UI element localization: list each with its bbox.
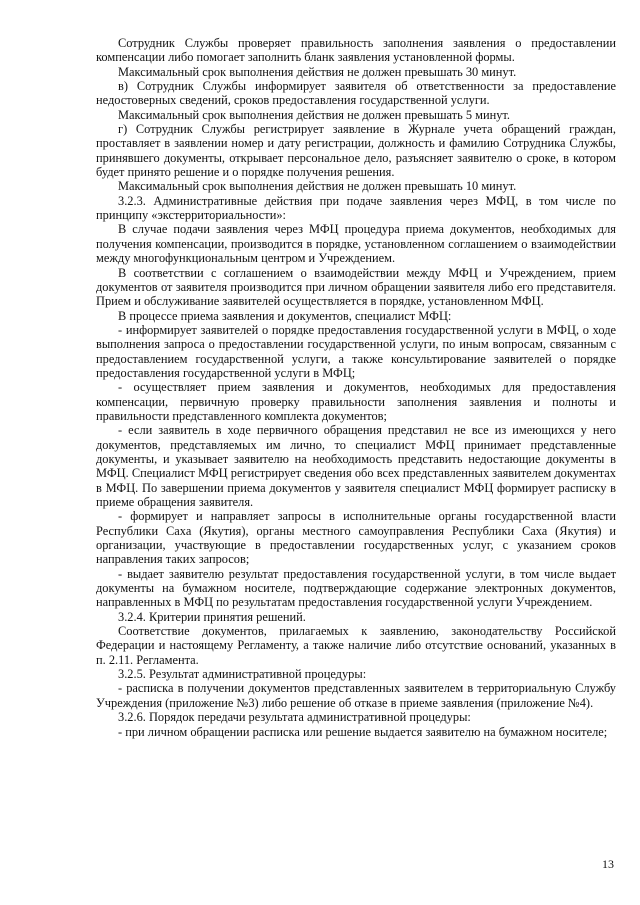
paragraph-7: 3.2.3. Административные действия при подаче заявления через МФЦ, в том числе по принципу «экстерриториальности»: [96, 193, 616, 223]
paragraph-13: - если заявитель в ходе первичного обращения представил не все из имеющихся у него документов, представляемых им лично, то специалист МФЦ принимает представленные документы, и указывает заявителю на необходимость представить недостающие документы в МФЦ. Специалист МФЦ регистрирует сведения обо всех представленных заявителем документах в МФЦ. По завершении приема документов у заявителя специалист МФЦ формирует расписку в приеме обращения заявителя. [96, 423, 616, 509]
paragraph-12: - осуществляет прием заявления и документов, необходимых для предоставления компенсации, первичную проверку правильности заполнения заявления и полноты и правильности представленного комплекта документов; [96, 380, 616, 423]
document-page [96, 36, 616, 739]
page-number: 13 [602, 857, 614, 871]
paragraph-9: В соответствии с соглашением о взаимодействии между МФЦ и Учреждением, прием документов от заявителя производится при личном обращении заявителя либо его представителя. Прием и обслуживание заявителей осуществляется в порядке, установленном МФЦ. [96, 265, 616, 309]
paragraph-5: г) Сотрудник Службы регистрирует заявление в Журнале учета обращений граждан, проставляет в заявлении номер и дату регистрации, должность и фамилию Сотрудника Службы, принявшего документы, открывает персональное дело, разъясняет заявителю о сроке, в котором будет принято решение и о порядке получения решения. [96, 122, 616, 180]
paragraph-2: Максимальный срок выполнения действия не должен превышать 30 минут. [118, 64, 517, 79]
paragraph-19: - расписка в получении документов представленных заявителем в территориальную Службу Учреждения (приложение №3) либо решение об отказе в приеме заявления (приложение №4). [96, 681, 616, 710]
paragraph-6: Максимальный срок выполнения действия не должен превышать 10 минут. [118, 179, 517, 194]
paragraph-15: - выдает заявителю результат предоставления государственной услуги, в том числе выдает документы на бумажном носителе, подтверждающие содержание электронных документов, направленных в МФЦ по результатам предоставления государственной услуги Учреждением. [96, 566, 616, 610]
paragraph-14: - формирует и направляет запросы в исполнительные органы государственной власти Республики Саха (Якутия), органы местного самоуправления Республики Саха (Якутия) и организации, участвующие в предоставлении государственных услуг, с указанием сроков направления таких запросов; [96, 509, 616, 567]
paragraph-8: В случае подачи заявления через МФЦ процедура приема документов, необходимых для получения компенсации, производится в порядке, установленном соглашением о взаимодействии между многофункциональным центром и Учреждением. [96, 222, 616, 266]
paragraph-18: 3.2.5. Результат административной процедуры: [118, 667, 367, 682]
paragraph-3: в) Сотрудник Службы информирует заявителя об ответственности за предоставление недостоверных сведений, сроков предоставления государственной услуги. [96, 79, 616, 108]
paragraph-1: Сотрудник Службы проверяет правильность заполнения заявления о предоставлении компенсации либо помогает заполнить бланк заявления установленной формы. [96, 36, 616, 65]
paragraph-11: - информирует заявителей о порядке предоставления государственной услуги в МФЦ, о ходе выполнения запроса о предоставлении государственной услуги, по иным вопросам, связанным с предоставлением государственной услуги, а также консультирование заявителей о порядке предоставления государственной услуги в МФЦ; [96, 322, 616, 380]
paragraph-16: 3.2.4. Критерии принятия решений. [118, 609, 306, 624]
paragraph-4: Максимальный срок выполнения действия не должен превышать 5 минут. [118, 107, 511, 122]
paragraph-20: 3.2.6. Порядок передачи результата административной процедуры: [118, 710, 471, 725]
paragraph-10: В процессе приема заявления и документов, специалист МФЦ: [118, 308, 452, 323]
paragraph-17: Соответствие документов, прилагаемых к заявлению, законодательству Российской Федерации и настоящему Регламенту, а также наличие либо отсутствие оснований, указанных в п. 2.11. Регламента. [96, 624, 616, 667]
paragraph-21: - при личном обращении расписка или решение выдается заявителю на бумажном носителе; [118, 724, 608, 739]
